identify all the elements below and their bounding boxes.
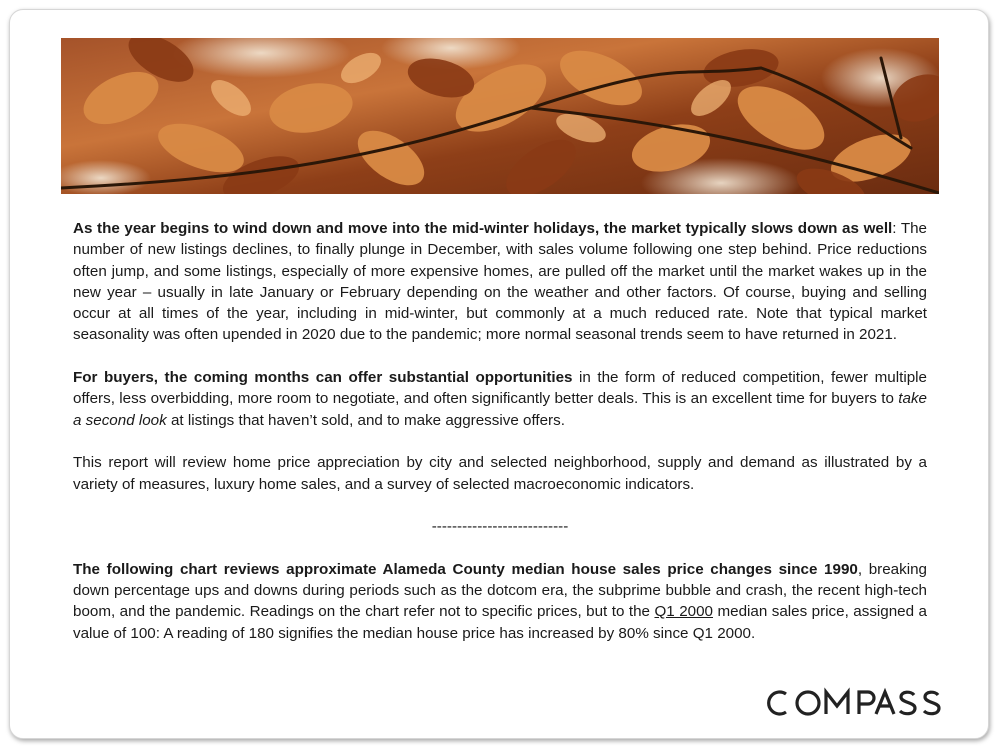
paragraph-report: This report will review home price appreciation by city and selected neighborhood, supply and demand as illustrated by a variety of measures, luxury home sales, and a survey of selected macroeconomic indicators. bbox=[73, 454, 927, 493]
buyers-italic: take a second look bbox=[73, 390, 927, 429]
autumn-leaves-image bbox=[61, 38, 939, 194]
compass-logo-mark bbox=[764, 686, 946, 720]
buyers-bold: For buyers, the coming months can offer substantial opportunities bbox=[73, 369, 573, 387]
body-text bbox=[73, 218, 927, 665]
compass-logo-text: COMPASS bbox=[764, 686, 769, 687]
autumn-leaves-banner bbox=[61, 38, 939, 194]
compass-logo bbox=[764, 686, 946, 720]
chart-intro-bold: The following chart reviews approximate Alameda County median house sales price changes since 1990 bbox=[73, 560, 858, 578]
paragraph-intro bbox=[73, 218, 927, 346]
intro-rest: : The number of new listings declines, to finally plunge in December, with sales volume following one step behind. Price reductions often jump, and some listings, especially of more expensive homes, are pulled off the market until the market wakes up in the new year – usually in late January or February depending on the weather and other factors. Of course, buying and selling occur at all times of the year, including in mid-winter, but commonly at a much reduced rate. Note that typical market seasonality was often upended in 2020 due to the pandemic; more normal seasonal trends seem to have returned in 2021. bbox=[73, 220, 927, 344]
chart-intro-underline: Q1 2000 bbox=[654, 603, 713, 621]
buyers-mid: in the form of reduced competition, fewer multiple offers, less overbidding, more room to negotiate, and often significantly better deals. This is an excellent time for buyers to bbox=[73, 369, 927, 408]
chart-intro-mid: , breaking down percentage ups and downs during periods such as the dotcom era, the subprime bubble and crash, the recent high-tech boom, and the pandemic. Readings on the chart refer not to specific prices, but to the bbox=[73, 560, 927, 621]
chart-intro-end: median sales price, assigned a value of 100: A reading of 180 signifies the median house price has increased by 80% since Q1 2000. bbox=[73, 603, 927, 642]
paragraph-chart-intro bbox=[73, 559, 927, 644]
section-divider: --------------------------- bbox=[431, 518, 569, 536]
paragraph-buyers bbox=[73, 367, 927, 431]
buyers-end: at listings that haven’t sold, and to make aggressive offers. bbox=[166, 411, 565, 429]
intro-bold: As the year begins to wind down and move into the mid-winter holidays, the market typically slows down as well bbox=[73, 220, 893, 237]
